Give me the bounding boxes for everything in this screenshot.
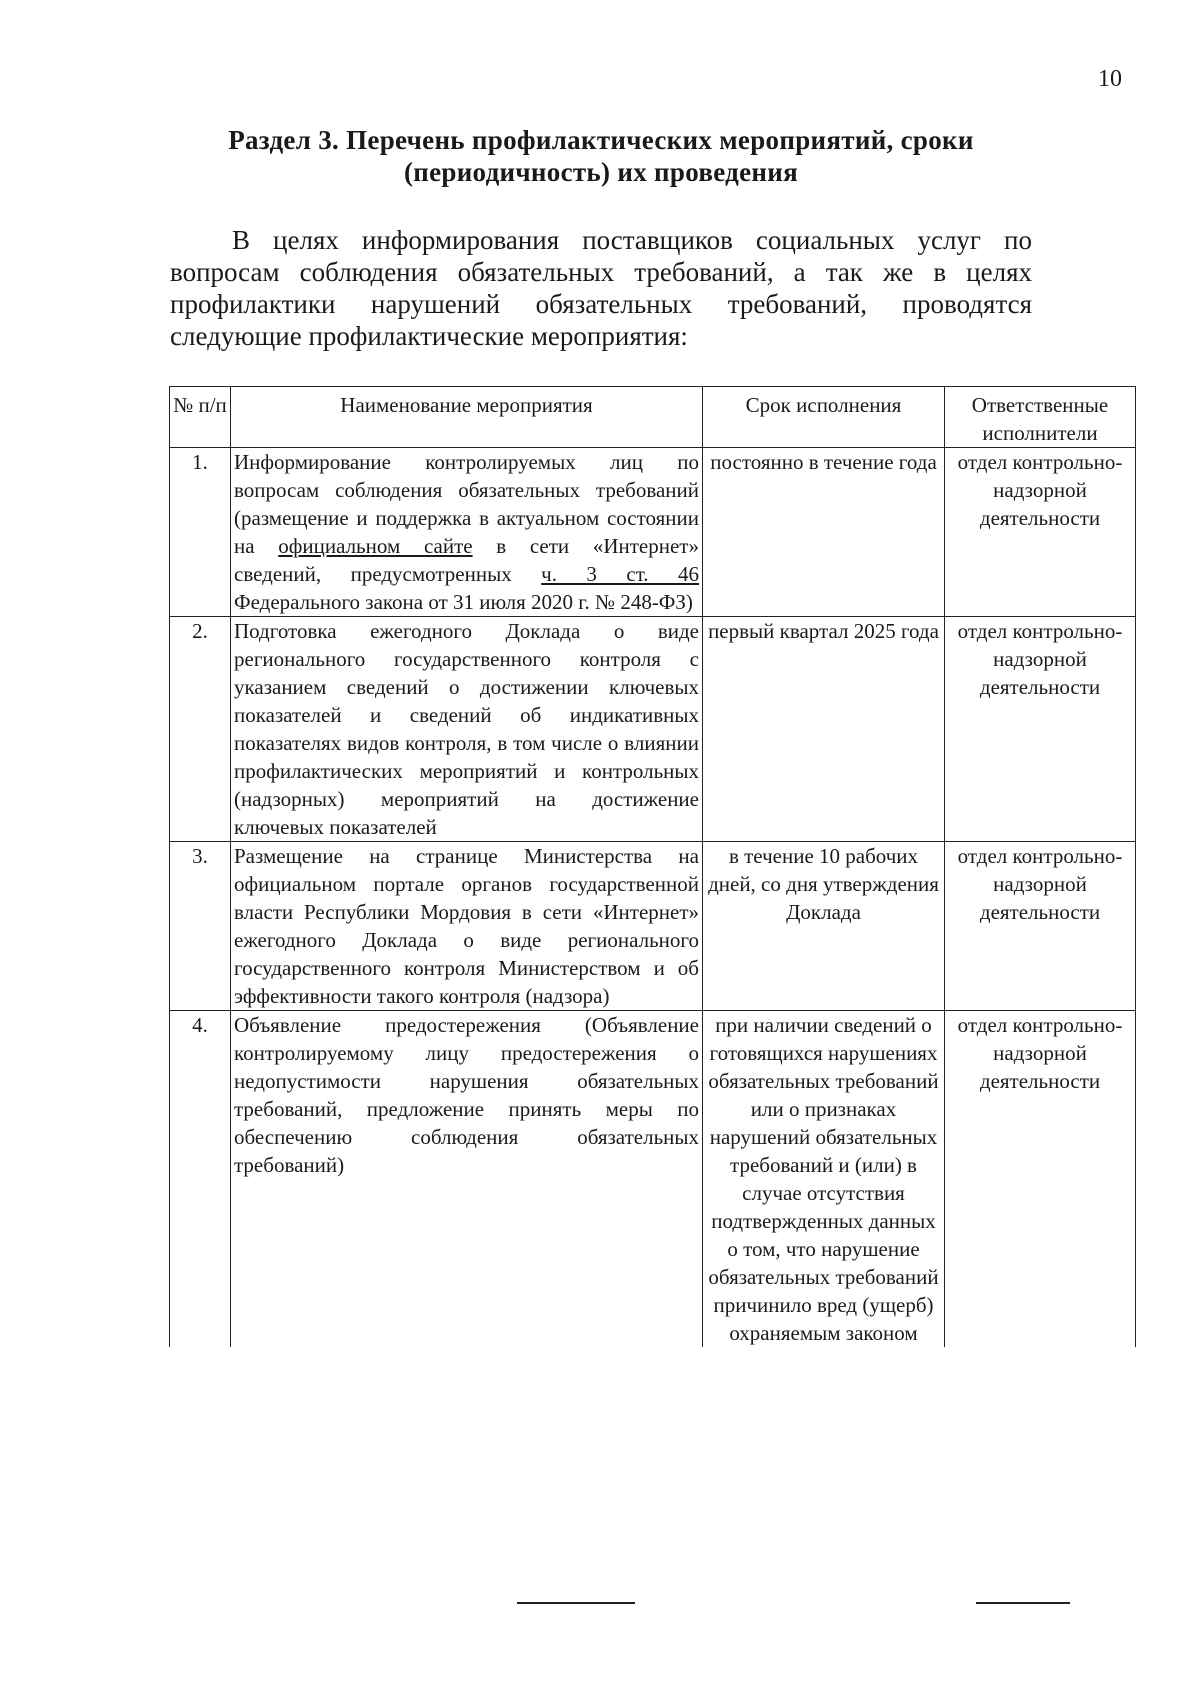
intro-text: В целях информирования поставщиков социальных услуг по вопросам соблюдения обязательных требований, а так же в целях профилактики нарушений обязательных требований, проводятся следующие профилактические мероприятия:	[170, 225, 1032, 351]
header-name: Наименование мероприятия	[231, 387, 703, 448]
row-resp: отдел контрольно-надзорной деятельности	[945, 617, 1136, 842]
section-title-line-1: Раздел 3. Перечень профилактических мероприятий, сроки	[228, 125, 974, 155]
table-row	[170, 1011, 1136, 1348]
row-num: 1.	[170, 448, 231, 617]
header-term: Срок исполнения	[703, 387, 945, 448]
page-break-dash	[517, 1602, 635, 1604]
row-name: Подготовка ежегодного Доклада о виде регионального государственного контроля с указанием сведений о достижении ключевых показателей и сведений об индикативных показателях видов контроля, в том числе о влиянии профилактических мероприятий и контрольных (надзорных) мероприятий на достижение ключевых показателей	[231, 617, 703, 842]
row-term: при наличии сведений о готовящихся нарушениях обязательных требований или о признаках нарушений обязательных требований и (или) в случае отсутствия подтвержденных данных о том, что нарушение обязательных требований причинило вред (ущерб) охраняемым законом	[703, 1011, 945, 1348]
row-name-part: Федерального закона от 31 июля 2020 г. № 248-ФЗ)	[234, 590, 693, 614]
table-row	[170, 448, 1136, 617]
row-resp: отдел контрольно-надзорной деятельности	[945, 842, 1136, 1011]
row-term: первый квартал 2025 года	[703, 617, 945, 842]
table-header-row	[170, 387, 1136, 448]
section-title	[170, 124, 1032, 188]
row-name: Объявление предостережения (Объявление контролируемому лицу предостережения о недопустимости нарушения обязательных требований, предложение принять меры по обеспечению соблюдения обязательных требований)	[231, 1011, 703, 1348]
row-resp: отдел контрольно-надзорной деятельности	[945, 1011, 1136, 1348]
section-title-line-2: (периодичность) их проведения	[403, 157, 799, 187]
intro-paragraph	[170, 224, 1032, 352]
row-num: 3.	[170, 842, 231, 1011]
page-number: 10	[1098, 66, 1122, 92]
row-name	[231, 448, 703, 617]
law-article-link[interactable]: ч. 3 ст. 46	[541, 562, 699, 586]
row-term: постоянно в течение года	[703, 448, 945, 617]
row-name-part: Информирование контролируемых лиц по вопросам соблюдения обязательных требований (размещение и поддержка в актуальном состоянии на	[234, 450, 699, 558]
table-row	[170, 842, 1136, 1011]
row-name-part: в сети «Интернет» сведений, предусмотренных	[234, 534, 699, 586]
row-num: 4.	[170, 1011, 231, 1348]
measures-table	[169, 386, 1136, 1347]
header-num: № п/п	[170, 387, 231, 448]
header-resp: Ответственные исполнители	[945, 387, 1136, 448]
official-site-link[interactable]: официальном сайте	[278, 534, 473, 558]
row-resp: отдел контрольно-надзорной деятельности	[945, 448, 1136, 617]
row-num: 2.	[170, 617, 231, 842]
row-term: в течение 10 рабочих дней, со дня утверждения Доклада	[703, 842, 945, 1011]
row-name: Размещение на странице Министерства на официальном портале органов государственной власти Республики Мордовия в сети «Интернет» ежегодного Доклада о виде регионального государственного контроля Министерством и об эффективности такого контроля (надзора)	[231, 842, 703, 1011]
page-break-dash	[976, 1602, 1070, 1604]
table-row	[170, 617, 1136, 842]
